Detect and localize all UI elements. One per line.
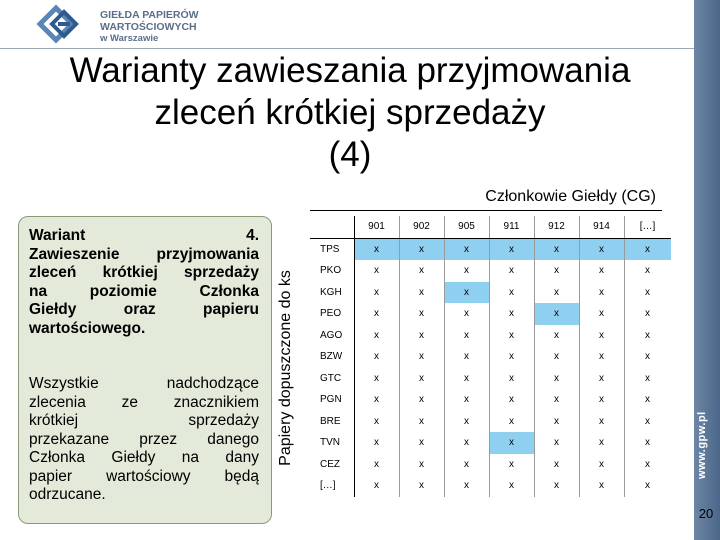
slide-title xyxy=(20,50,680,176)
membership-table xyxy=(310,216,671,497)
row-header: AGO xyxy=(310,325,354,347)
table-cell: x xyxy=(399,454,444,476)
table-row xyxy=(310,238,671,260)
column-header: 912 xyxy=(534,216,579,238)
note-line: na poziomie Członka xyxy=(29,282,259,300)
table-row xyxy=(310,454,671,476)
table-cell: x xyxy=(354,454,399,476)
row-header: TPS xyxy=(310,238,354,260)
column-group-label: Członkowie Giełdy (CG) xyxy=(485,188,656,205)
table-cell: x xyxy=(354,389,399,411)
note-line: przekazane przez danego xyxy=(29,430,259,448)
table-cell: x xyxy=(534,260,579,282)
table-cell: x xyxy=(489,260,534,282)
table-cell-highlighted: x xyxy=(534,303,579,325)
note-line: zleceń krótkiej sprzedaży xyxy=(29,264,259,281)
table-cell-highlighted: x xyxy=(399,238,444,260)
table-cell: x xyxy=(645,351,650,363)
table-cell: x xyxy=(489,325,534,347)
table-cell: x xyxy=(534,325,579,347)
logo-line-3: w Warszawie xyxy=(100,33,159,44)
table-row xyxy=(310,325,671,347)
table-cell: x xyxy=(399,389,444,411)
note-line: Wariant 4. xyxy=(29,227,259,244)
table-cell: x xyxy=(444,346,489,368)
table-cell: x xyxy=(444,432,489,454)
table-cell: x xyxy=(354,260,399,282)
note-box xyxy=(18,216,272,524)
table-cell-highlighted: x xyxy=(534,238,579,260)
table-cell: x xyxy=(354,475,399,497)
title-line-2: zleceń krótkiej sprzedaży xyxy=(154,93,546,132)
table-cell: x xyxy=(534,432,579,454)
table-row xyxy=(310,432,671,454)
table-cell: x xyxy=(534,475,579,497)
table-cell: x xyxy=(489,346,534,368)
title-line-3: (4) xyxy=(328,135,372,174)
note-line: krótkiej sprzedaży xyxy=(29,412,259,429)
table-cell: x xyxy=(354,368,399,390)
table-cell: x xyxy=(489,368,534,390)
table-cell: x xyxy=(579,303,624,325)
table-cell: x xyxy=(645,480,650,492)
table-cell: x xyxy=(645,329,650,341)
table-cell: x xyxy=(444,260,489,282)
logo-text xyxy=(100,9,199,45)
row-header: PEO xyxy=(310,303,354,325)
table-cell: x xyxy=(645,286,650,298)
table-row xyxy=(310,411,671,433)
column-header: 911 xyxy=(489,216,534,238)
header xyxy=(0,0,720,48)
table-row xyxy=(310,368,671,390)
row-header: PKO xyxy=(310,260,354,282)
table-cell: x xyxy=(534,282,579,304)
table-cell: x xyxy=(489,389,534,411)
table-cell: x xyxy=(645,458,650,470)
column-group-underline xyxy=(310,210,662,211)
table-cell-highlighted: x xyxy=(489,238,534,260)
table-row xyxy=(310,389,671,411)
table-cell: x xyxy=(489,475,534,497)
column-header: 902 xyxy=(399,216,444,238)
table-cell-highlighted: x xyxy=(489,432,534,454)
row-header: GTC xyxy=(310,368,354,390)
table-cell: x xyxy=(534,389,579,411)
table-cell: x xyxy=(399,432,444,454)
table-cell: x xyxy=(399,325,444,347)
table-cell: x xyxy=(354,282,399,304)
table-cell: x xyxy=(579,475,624,497)
table-cell: x xyxy=(399,346,444,368)
table-cell-highlighted: x xyxy=(444,282,489,304)
table-cell: x xyxy=(399,282,444,304)
table-cell: x xyxy=(489,303,534,325)
column-header: […] xyxy=(624,216,671,238)
column-header: 905 xyxy=(444,216,489,238)
row-header: BZW xyxy=(310,346,354,368)
table-cell: x xyxy=(579,454,624,476)
row-header: PGN xyxy=(310,389,354,411)
note-line: zlecenia ze znacznikiem xyxy=(29,393,259,411)
table-cell: x xyxy=(579,411,624,433)
table-cell-highlighted: x xyxy=(444,238,489,260)
table-cell: x xyxy=(534,454,579,476)
row-group-label: Papiery dopuszczone do ks xyxy=(277,269,294,466)
table-cell: x xyxy=(645,415,650,427)
table-cell: x xyxy=(489,282,534,304)
table-cell: x xyxy=(399,368,444,390)
table-row xyxy=(310,260,671,282)
table-row xyxy=(310,475,671,497)
table-cell-highlighted: x xyxy=(579,238,624,260)
note-body xyxy=(29,375,259,505)
table-cell: x xyxy=(444,454,489,476)
table-cell: x xyxy=(579,346,624,368)
page-number: 20 xyxy=(698,506,714,521)
row-header: KGH xyxy=(310,282,354,304)
table-cell: x xyxy=(645,394,650,406)
table-cell: x xyxy=(444,389,489,411)
table-corner-cell xyxy=(310,216,354,238)
table-cell: x xyxy=(354,411,399,433)
column-header: 914 xyxy=(579,216,624,238)
table-cell: x xyxy=(399,303,444,325)
table-cell: x xyxy=(444,411,489,433)
table-cell: x xyxy=(399,411,444,433)
note-line: papier wartościowy będą xyxy=(29,467,259,485)
table-cell: x xyxy=(354,432,399,454)
table-cell: x xyxy=(399,475,444,497)
note-line: Giełdy oraz papieru xyxy=(29,301,259,318)
note-line: Zawieszenie przyjmowania xyxy=(29,245,259,263)
table-row xyxy=(310,303,671,325)
table-cell: x xyxy=(354,325,399,347)
note-line: Wszystkie nadchodzące xyxy=(29,375,259,392)
side-url: www.gpw.pl xyxy=(696,411,708,479)
table-cell: x xyxy=(399,260,444,282)
table-cell: x xyxy=(579,368,624,390)
table-cell: x xyxy=(579,282,624,304)
gpw-logo-icon xyxy=(36,4,80,44)
table-cell: x xyxy=(645,372,650,384)
table-cell: x xyxy=(444,303,489,325)
table-cell: x xyxy=(579,260,624,282)
table-cell: x xyxy=(444,368,489,390)
table-cell: x xyxy=(579,432,624,454)
table-cell: x xyxy=(444,325,489,347)
table-cell: x xyxy=(645,265,650,277)
row-header: TVN xyxy=(310,432,354,454)
table-cell-highlighted: x xyxy=(354,238,399,260)
row-header: CEZ xyxy=(310,454,354,476)
table-cell: x xyxy=(579,325,624,347)
table-cell: x xyxy=(534,411,579,433)
note-line: odrzucane. xyxy=(29,486,106,503)
title-line-1: Warianty zawieszania przyjmowania xyxy=(69,51,631,90)
header-divider xyxy=(0,48,694,49)
table-cell: x xyxy=(534,368,579,390)
table-cell: x xyxy=(579,389,624,411)
note-heading xyxy=(29,227,259,338)
table-cell-highlighted: x xyxy=(624,238,671,260)
logo-line-1: GIEŁDA PAPIERÓW xyxy=(100,9,199,21)
note-line: wartościowego. xyxy=(29,319,146,337)
table-cell: x xyxy=(534,346,579,368)
table-row xyxy=(310,282,671,304)
logo-line-2: WARTOŚCIOWYCH xyxy=(100,21,197,33)
column-header: 901 xyxy=(354,216,399,238)
table-cell: x xyxy=(645,437,650,449)
table-cell: x xyxy=(444,475,489,497)
table-cell: x xyxy=(489,454,534,476)
table-cell: x xyxy=(489,411,534,433)
row-group-label-container xyxy=(272,215,300,520)
note-line: Członka Giełdy na dany xyxy=(29,449,259,466)
table-cell: x xyxy=(645,308,650,320)
row-header: […] xyxy=(310,475,354,497)
table-cell: x xyxy=(354,303,399,325)
row-header: BRE xyxy=(310,411,354,433)
table-row xyxy=(310,346,671,368)
table-header-row xyxy=(310,216,671,238)
table-cell: x xyxy=(354,346,399,368)
